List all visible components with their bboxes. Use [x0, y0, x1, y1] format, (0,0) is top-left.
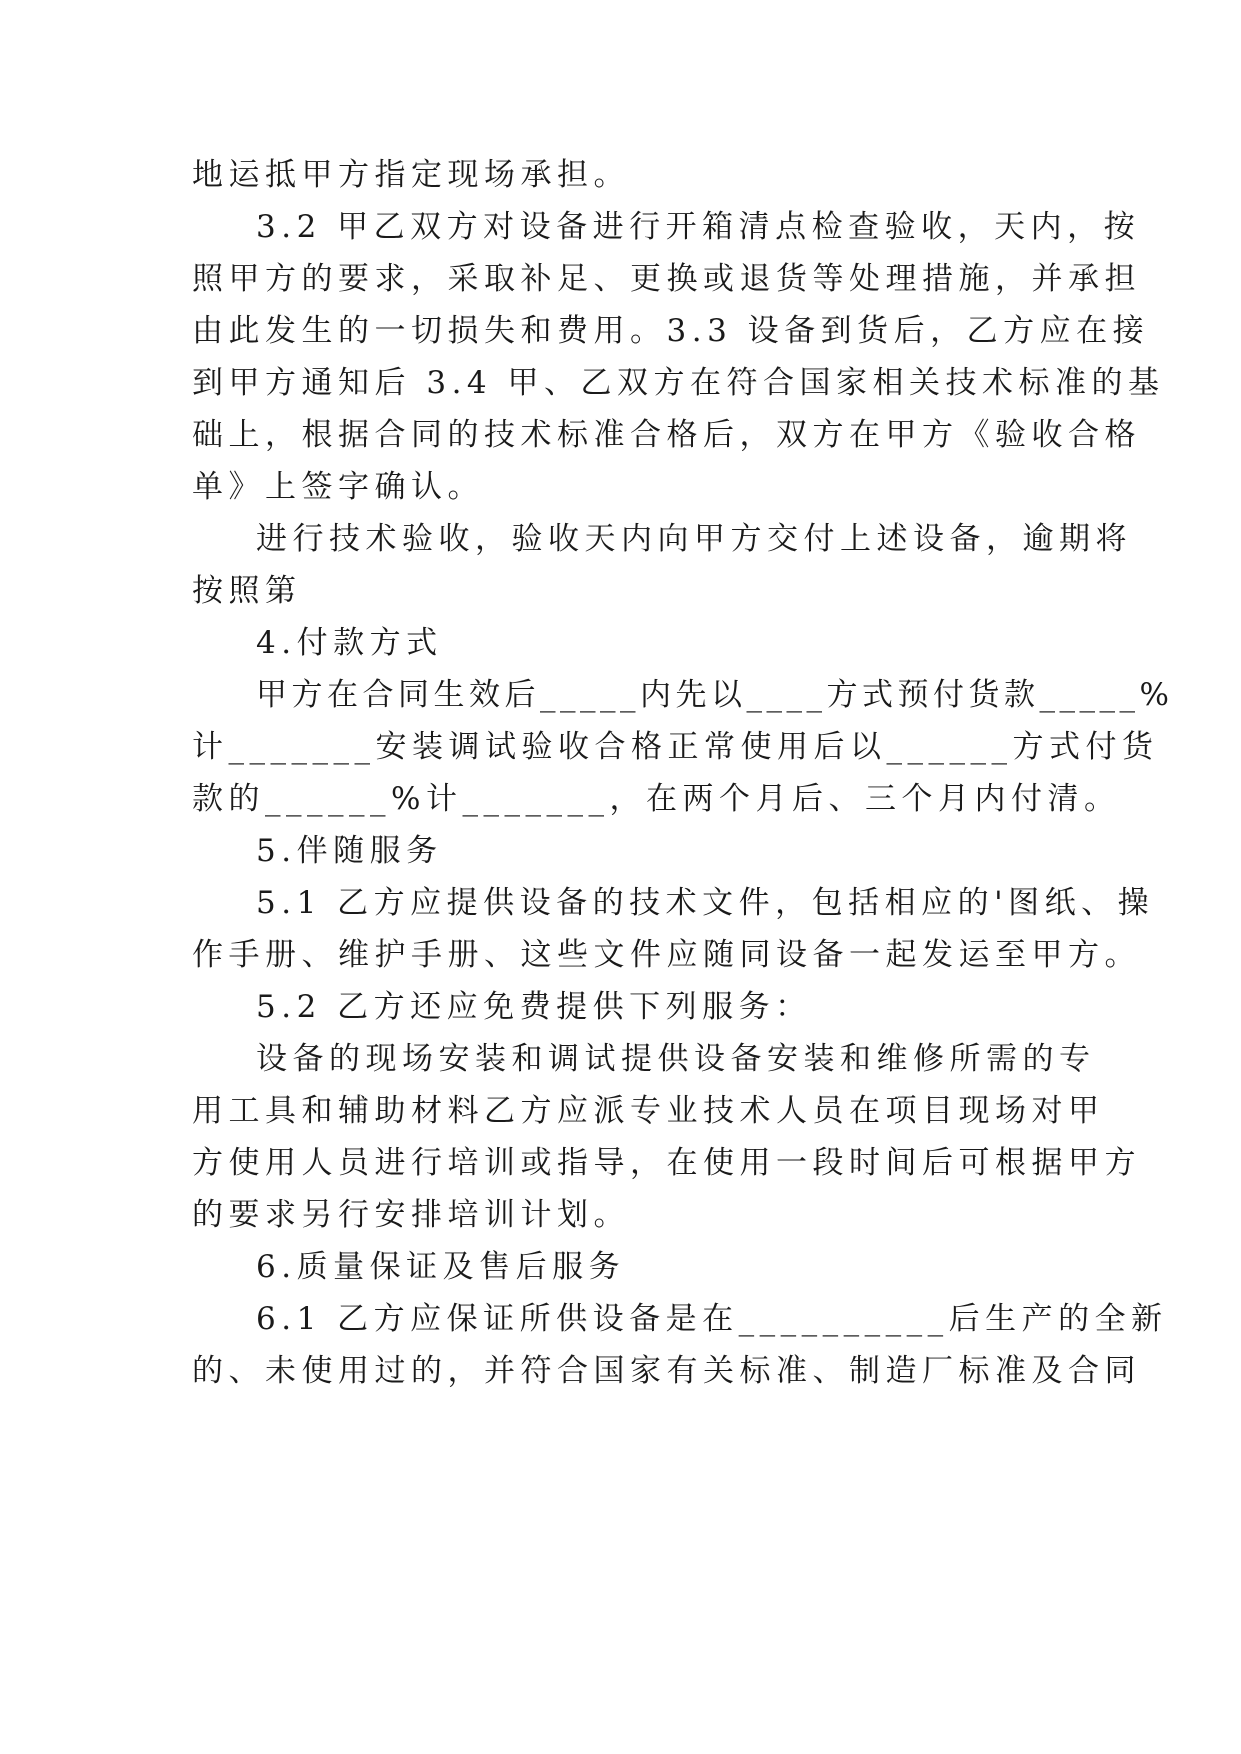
paragraph-line: 作手册、维护手册、这些文件应随同设备一起发运至甲方。: [192, 937, 1141, 973]
paragraph-line: 由此发生的一切损失和费用。3.3 设备到货后，乙方应在接: [192, 313, 1150, 349]
paragraph-line: 照甲方的要求，采取补足、更换或退货等处理措施，并承担: [192, 261, 1141, 297]
paragraph-line: 地运抵甲方指定现场承担。: [192, 157, 630, 193]
paragraph-line: 5.2 乙方还应免费提供下列服务：: [256, 989, 812, 1025]
paragraph-line: 6.1 乙方应保证所供设备是在__________后生产的全新: [256, 1301, 1168, 1337]
section-heading: 5.伴随服务: [256, 833, 443, 869]
paragraph-line: 的、未使用过的，并符合国家有关标准、制造厂标准及合同: [192, 1353, 1141, 1389]
paragraph-line: 款的______%计_______，在两个月后、三个月内付清。: [192, 781, 1121, 817]
paragraph-line: 按照第: [192, 573, 302, 609]
paragraph-line: 的要求另行安排培训计划。: [192, 1197, 630, 1233]
paragraph-line: 单》上签字确认。: [192, 469, 484, 505]
paragraph-line: 计_______安装调试验收合格正常使用后以______方式付货: [192, 729, 1159, 765]
paragraph-line: 进行技术验收，验收天内向甲方交付上述设备，逾期将: [256, 521, 1132, 557]
section-heading: 4.付款方式: [256, 625, 443, 661]
section-heading: 6.质量保证及售后服务: [256, 1249, 626, 1285]
paragraph-line: 方使用人员进行培训或指导，在使用一段时间后可根据甲方: [192, 1145, 1141, 1181]
paragraph-line: 础上，根据合同的技术标准合格后，双方在甲方《验收合格: [192, 417, 1141, 453]
paragraph-line: 5.1 乙方应提供设备的技术文件，包括相应的'图纸、操: [256, 885, 1155, 921]
paragraph-line: 甲方在合同生效后_____内先以____方式预付货款_____%: [256, 677, 1174, 713]
paragraph-line: 设备的现场安装和调试提供设备安装和维修所需的专: [256, 1041, 1096, 1077]
paragraph-line: 3.2 甲乙双方对设备进行开箱清点检查验收，天内，按: [256, 209, 1141, 245]
paragraph-line: 到甲方通知后 3.4 甲、乙双方在符合国家相关技术标准的基: [192, 365, 1165, 401]
paragraph-line: 用工具和辅助材料乙方应派专业技术人员在项目现场对甲: [192, 1093, 1105, 1129]
